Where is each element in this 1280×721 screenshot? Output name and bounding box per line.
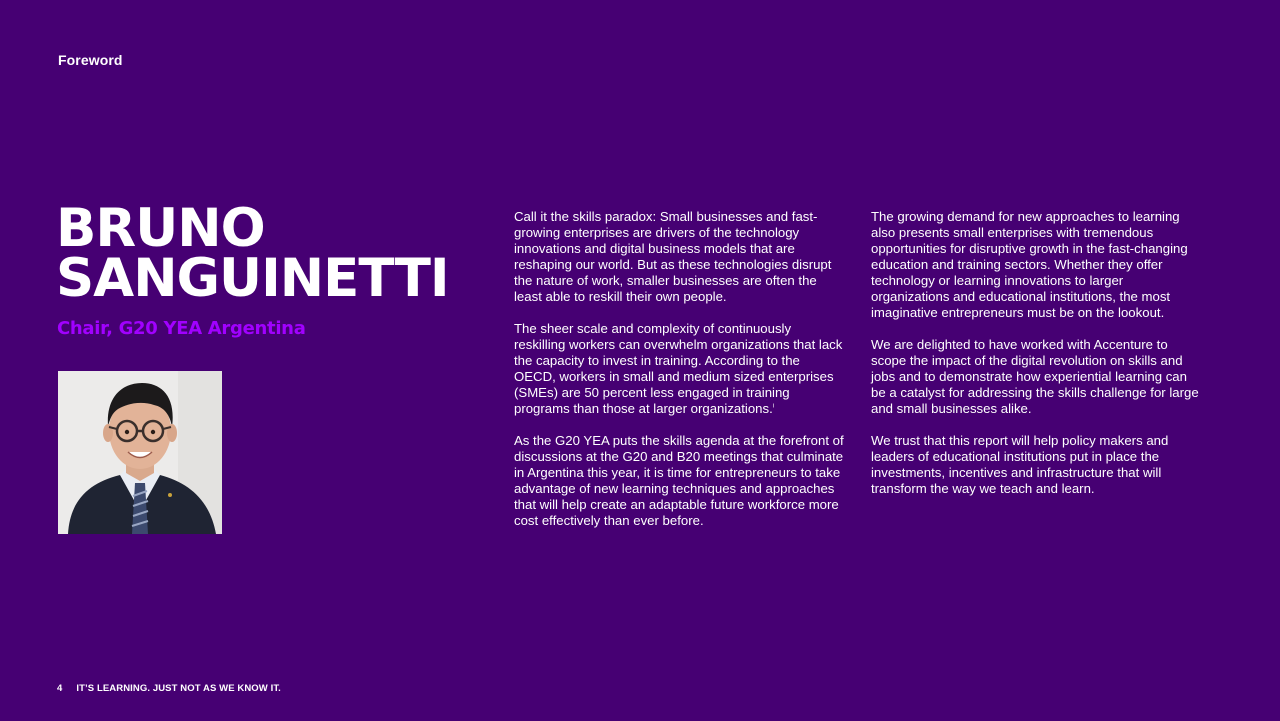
person-name-line1: BRUNO — [56, 198, 265, 259]
page-number: 4 — [57, 683, 63, 694]
body-column-2 — [871, 209, 1201, 513]
paragraph: Call it the skills paradox: Small businesses and fast-growing enterprises are drivers of the technology innovations and digital business models that are reshaping our world. But as these technologies disrupt the nature of work, smaller businesses are often the least able to reskill their own people. — [514, 209, 832, 304]
portrait-photo — [58, 371, 222, 534]
paragraph: As the G20 YEA puts the skills agenda at the forefront of discussions at the G20 and B20 meetings that culminate in Argentina this year, it is time for entrepreneurs to take advantage of new learning techniques and approaches that will help create an adaptable future workforce more cost effectively than ever before. — [514, 433, 844, 528]
person-name-line2: SANGUINETTI — [56, 248, 449, 309]
person-name — [56, 198, 449, 309]
paragraph-text: The sheer scale and complexity of continuously reskilling workers can overwhelm organizations that lack the capacity to invest in training. According to the OECD, workers in small and medium sized enterprises (SMEs) are 50 percent less engaged in training programs than those at larger organizations. — [514, 321, 843, 416]
paragraph: We are delighted to have worked with Accenture to scope the impact of the digital revolution on skills and jobs and to demonstrate how experiential learning can be a catalyst for addressing the skills challenge for large and small businesses alike. — [871, 337, 1199, 416]
body-column-1 — [514, 209, 844, 545]
paragraph: The growing demand for new approaches to learning also presents small enterprises with tremendous opportunities for disruptive growth in the fast-changing education and training sectors. Whether they offer technology or learning innovations to larger organizations and educational institutions, the most imaginative entrepreneurs must be on the lookout. — [871, 209, 1188, 320]
person-role: Chair, G20 YEA Argentina — [57, 318, 306, 339]
paragraph — [514, 321, 844, 417]
footnote-marker[interactable]: i — [772, 403, 775, 410]
section-label: Foreword — [58, 52, 123, 68]
paragraph: We trust that this report will help policy makers and leaders of educational institutions put in place the investments, incentives and infrastructure that will transform the way we teach and learn. — [871, 433, 1169, 496]
publication-title: IT’S LEARNING. JUST NOT AS WE KNOW IT. — [76, 683, 281, 694]
page-footer — [57, 683, 281, 694]
